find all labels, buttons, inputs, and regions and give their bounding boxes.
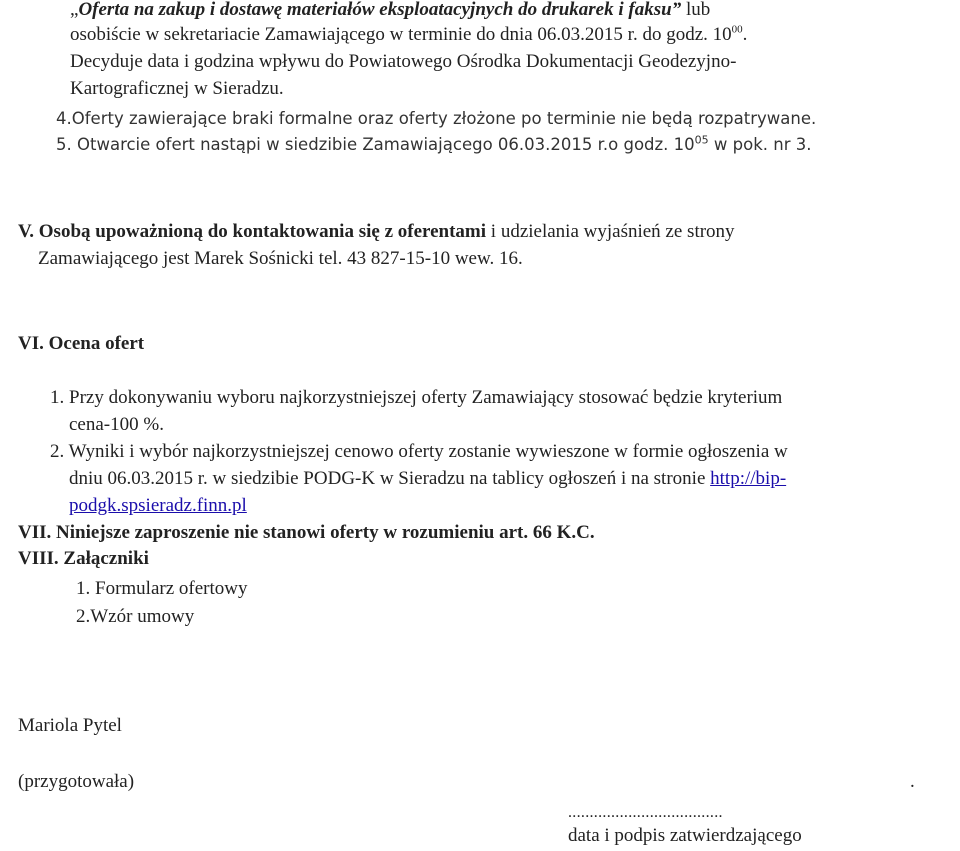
section-viii-heading: VIII. Załączniki [18, 548, 149, 569]
time-superscript: 05 [694, 133, 709, 147]
list-item-4: 4.Oferty zawierające braki formalne oraz oferty złożone po terminie nie będą rozpatrywane. [56, 109, 817, 128]
submission-line-4: Kartograficznej w Sieradzu. [70, 78, 284, 99]
criteria-item-2-cont: dniu 06.03.2015 r. w siedzibie PODG-K w Sieradzu na tablicy ogłoszeń i na stronie http://bip- [69, 468, 787, 489]
section-vii: VII. Niniejsze zaproszenie nie stanowi oferty w rozumieniu art. 66 K.C. [18, 522, 595, 543]
criteria-item-1-cont: cena-100 %. [69, 414, 164, 435]
preparer-role: (przygotowała) [18, 771, 135, 792]
bip-link[interactable]: http://bip- [710, 468, 787, 489]
attachment-2: 2.Wzór umowy [76, 606, 195, 627]
section-vi-heading: VI. Ocena ofert [18, 333, 145, 354]
preparer-name: Mariola Pytel [18, 715, 122, 736]
submission-line-3: Decyduje data i godzina wpływu do Powiatowego Ośrodka Dokumentacji Geodezyjno- [70, 51, 737, 72]
quote-open: „ [70, 0, 79, 20]
attachment-1: 1. Formularz ofertowy [76, 578, 248, 599]
submission-line-2: osobiście w sekretariacie Zamawiającego w terminie do dnia 06.03.2015 r. do godz. $10^{00}$. [70, 23, 748, 45]
section-v-line-2: Zamawiającego jest Marek Sośnicki tel. 43 827-15-10 wew. 16. [38, 248, 523, 269]
criteria-item-2-link-cont [69, 494, 247, 518]
offer-title: Oferta na zakup i dostawę materiałów eksploatacyjnych do drukarek i faksu [78, 0, 672, 20]
signature-dots: .................................... [568, 804, 723, 821]
time-superscript: 00 [731, 23, 743, 36]
criteria-item-1: 1. Przy dokonywaniu wyboru najkorzystniejszej oferty Zamawiający stosować będzie kryterium [50, 387, 783, 408]
contact-heading: Osobą upoważnioną do kontaktowania się z oferentami [38, 221, 487, 242]
criteria-item-2: 2. Wyniki i wybór najkorzystniejszej cenowo oferty zostanie wywieszone w formie ogłoszenia w [50, 441, 788, 462]
quote-close: ” [671, 0, 682, 20]
section-v-line-1: V. Osobą upoważnioną do kontaktowania się z oferentami i udzielania wyjaśnień ze strony [18, 221, 735, 242]
list-item-5: 5. Otwarcie ofert nastąpi w siedzibie Zamawiającego 06.03.2015 r.o godz. $10^{05}$ w pok. nr 3. [56, 133, 812, 154]
submission-line-1: „Oferta na zakup i dostawę materiałów eksploatacyjnych do drukarek i faksu” lub [70, 0, 711, 20]
section-number: V. [18, 221, 35, 242]
trailing-dot: . [910, 771, 915, 792]
signature-caption: data i podpis zatwierdzającego [568, 825, 802, 846]
bip-link-continuation[interactable]: podgk.spsieradz.finn.pl [69, 495, 247, 516]
